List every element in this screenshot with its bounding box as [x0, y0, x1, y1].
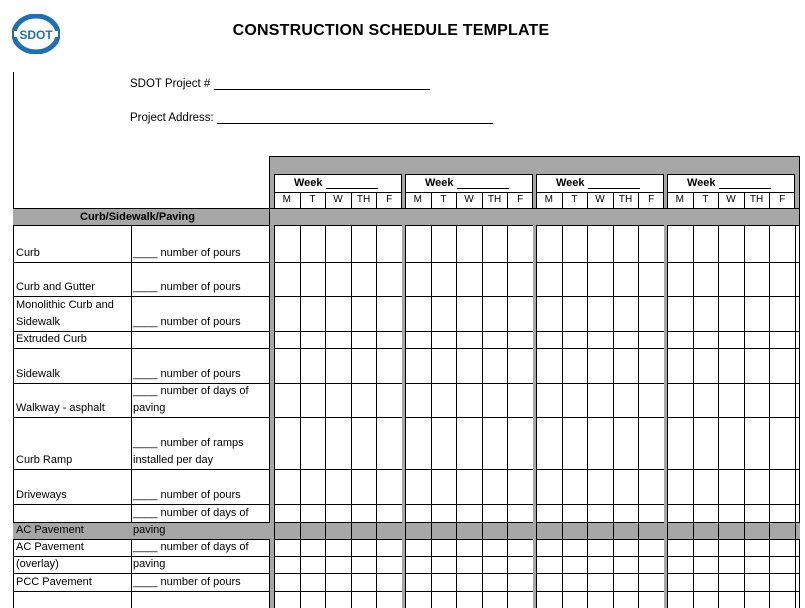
day-header-m: M [282, 194, 291, 205]
quantity-field[interactable]: ____ number of pours [133, 316, 241, 328]
day-header-m: M [413, 194, 422, 205]
day-header-w: W [464, 194, 474, 205]
day-header-w: W [595, 194, 605, 205]
row-line [13, 591, 800, 592]
day-separator [431, 192, 432, 208]
day-separator [507, 192, 508, 208]
quantity-field[interactable]: ____ number of pours [133, 576, 241, 588]
project-number-input-line[interactable] [214, 78, 430, 90]
quantity-field[interactable]: ____ number of pours [133, 489, 241, 501]
day-header-th: TH [749, 194, 764, 205]
week-grid-right [795, 225, 796, 608]
day-separator [482, 192, 483, 208]
row-line [13, 573, 800, 574]
day-grid-line [613, 225, 614, 608]
project-number-field[interactable] [130, 78, 430, 90]
quantity-field[interactable]: paving [133, 524, 166, 536]
row-line [13, 383, 800, 384]
project-address-field[interactable] [130, 112, 493, 124]
row-line [13, 296, 800, 297]
day-grid-line [638, 225, 639, 608]
week-label: Week [425, 177, 509, 189]
row-line [13, 417, 800, 418]
row-line [13, 504, 800, 505]
day-grid-line [376, 225, 377, 608]
week-label: Week [294, 177, 378, 189]
page-title: CONSTRUCTION SCHEDULE TEMPLATE [232, 22, 550, 39]
week-gap [664, 209, 667, 608]
task-label: Sidewalk [16, 368, 61, 380]
day-grid-line [300, 225, 301, 608]
week-grid-left [536, 225, 537, 608]
day-grid-line [456, 225, 457, 608]
day-separator [562, 192, 563, 208]
week-number-line[interactable] [588, 178, 640, 189]
row-line [13, 539, 800, 540]
project-address-label: Project Address: [130, 112, 214, 124]
week-number-line[interactable] [457, 178, 509, 189]
week-label: Week [687, 177, 771, 189]
day-header-f: F [648, 194, 655, 205]
day-header-th: TH [618, 194, 633, 205]
week-gap [402, 209, 405, 608]
task-label: (overlay) [16, 558, 59, 570]
week-gap [533, 209, 536, 608]
task-label: Monolithic Curb and [16, 299, 114, 311]
task-label: Curb and Gutter [16, 281, 95, 293]
row-line [13, 331, 800, 332]
quantity-field-continued: installed per day [133, 454, 214, 466]
ac-pavement-gray-row [13, 523, 800, 539]
task-label: Curb Ramp [16, 454, 73, 466]
task-label-continued: Sidewalk [16, 316, 61, 328]
day-separator [744, 192, 745, 208]
project-number-label: SDOT Project # [130, 78, 211, 90]
row-line [13, 348, 800, 349]
quantity-field[interactable]: ____ number of days of [133, 541, 249, 553]
day-header-t: T [702, 194, 709, 205]
week-number-line[interactable] [326, 178, 378, 189]
day-header-th: TH [487, 194, 502, 205]
task-label: Walkway - asphalt [16, 402, 105, 414]
svg-text:SDOT: SDOT [19, 28, 53, 42]
day-header-w: W [333, 194, 343, 205]
day-grid-line [325, 225, 326, 608]
header-top-line [269, 156, 800, 157]
quantity-field-continued: paving [133, 402, 166, 414]
day-header-th: TH [356, 194, 371, 205]
day-grid-line [587, 225, 588, 608]
day-separator [769, 192, 770, 208]
task-label: Driveways [16, 489, 67, 501]
day-grid-line [693, 225, 694, 608]
quantity-field[interactable]: ____ number of pours [133, 247, 241, 259]
day-separator [613, 192, 614, 208]
quantity-field[interactable]: ____ number of days of [133, 507, 249, 519]
week-grid-left [667, 225, 668, 608]
day-grid-line [482, 225, 483, 608]
task-label: AC Pavement [16, 524, 84, 536]
quantity-field[interactable]: paving [133, 558, 166, 570]
week-gap [270, 209, 274, 608]
day-header-f: F [517, 194, 524, 205]
row-line [13, 469, 800, 470]
day-header-f: F [779, 194, 786, 205]
row-line [13, 556, 800, 557]
quantity-field[interactable]: ____ number of days of [133, 385, 249, 397]
day-header-m: M [675, 194, 684, 205]
day-grid-line [431, 225, 432, 608]
day-header-m: M [544, 194, 553, 205]
week-grid-left [274, 225, 275, 608]
header-left-line [269, 156, 270, 208]
day-separator [300, 192, 301, 208]
day-separator [587, 192, 588, 208]
project-address-input-line[interactable] [217, 112, 493, 124]
day-separator [325, 192, 326, 208]
task-label: Curb [16, 247, 40, 259]
day-header-t: T [309, 194, 316, 205]
day-separator [693, 192, 694, 208]
quantity-field[interactable]: ____ number of pours [133, 368, 241, 380]
day-header-t: T [571, 194, 578, 205]
day-grid-line [351, 225, 352, 608]
quantity-field[interactable]: ____ number of pours [133, 281, 241, 293]
day-grid-line [507, 225, 508, 608]
day-separator [456, 192, 457, 208]
week-grid-left [405, 225, 406, 608]
day-separator [376, 192, 377, 208]
day-header-f: F [386, 194, 393, 205]
day-header-w: W [726, 194, 736, 205]
day-separator [351, 192, 352, 208]
day-separator [638, 192, 639, 208]
quantity-field[interactable]: ____ number of ramps [133, 437, 244, 449]
task-label: AC Pavement [16, 541, 84, 553]
frame-right-line [799, 156, 800, 608]
day-grid-line [562, 225, 563, 608]
day-grid-line [769, 225, 770, 608]
day-grid-line [718, 225, 719, 608]
week-label: Week [556, 177, 640, 189]
task-label: PCC Pavement [16, 576, 92, 588]
task-label: Extruded Curb [16, 333, 87, 345]
day-header-t: T [440, 194, 447, 205]
category-label: Curb/Sidewalk/Paving [80, 211, 195, 223]
week-number-line[interactable] [719, 178, 771, 189]
day-separator [718, 192, 719, 208]
row-line [13, 262, 800, 263]
day-grid-line [744, 225, 745, 608]
